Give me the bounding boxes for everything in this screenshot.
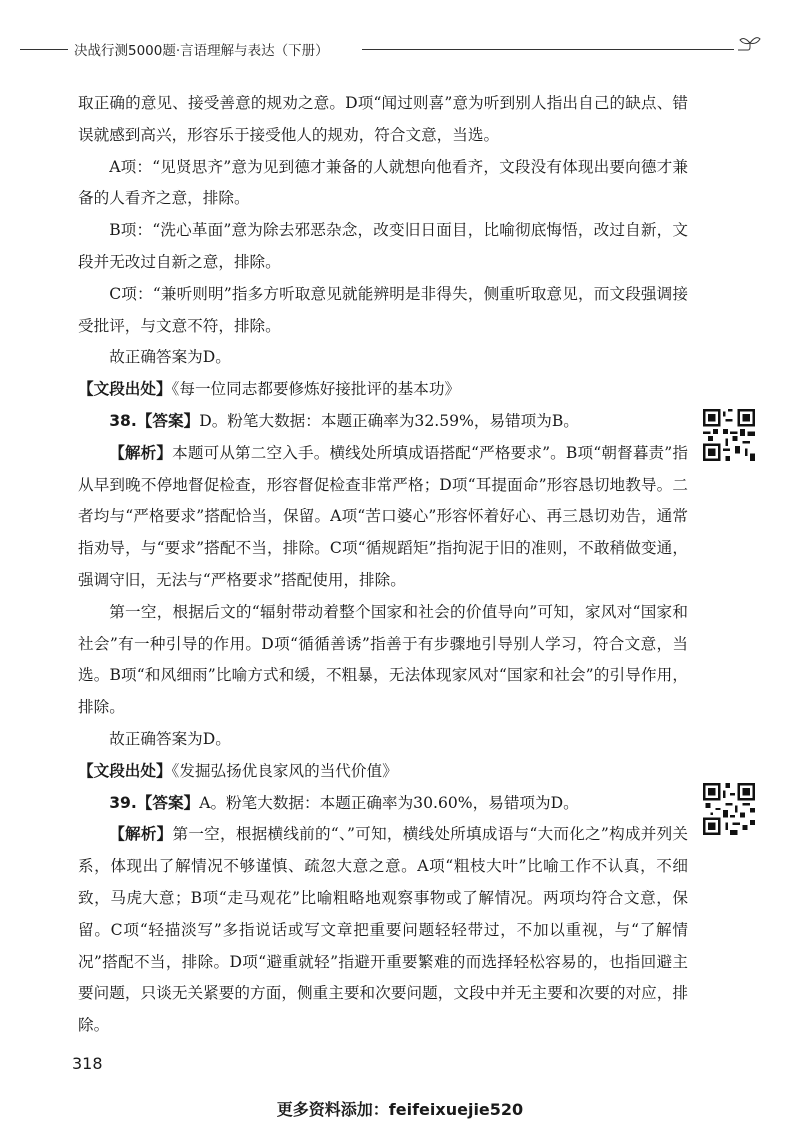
- paragraph: [78, 756, 688, 788]
- paragraph: [78, 724, 688, 756]
- section-label: 【解析】: [109, 825, 173, 844]
- paragraph-text: A。粉笔大数据：本题正确率为30.60%，易错项为D。: [199, 793, 579, 812]
- footer-note: 更多资料添加：feifeixuejie520: [276, 1100, 524, 1119]
- paragraph-text: 第一空，根据横线前的“、”可知，横线处所填成语与“大而化之”构成并列关系，体现出了解情况不够谨慎、疏忽大意之意。A项“粗枝大叶”比喻工作不认真，不细致，马虎大意；B项“走马观花”比喻粗略地观察事物或了解情况。两项均符合文意，保留。C项“轻描淡写”多指说话或写文章把重要问题轻轻带过，不加以重视，与“了解情况”搭配不当，排除。D项“避重就轻”指避开重要繁难的而选择轻松容易的，也指回避主要问题，只谈无关紧要的方面，侧重主要和次要问题，文段中并无主要和次要的对应，排除。: [78, 825, 688, 1035]
- paragraph: [78, 215, 688, 279]
- paragraph-text: 《发掘弘扬优良家风的当代价值》: [171, 761, 398, 780]
- paragraph: [78, 788, 688, 820]
- header-rule-right: [362, 49, 734, 50]
- paragraph: [78, 152, 688, 216]
- qr-code-icon[interactable]: [703, 409, 755, 461]
- paragraph: [78, 406, 688, 438]
- paragraph: [78, 88, 688, 152]
- paragraph-text: 《每一位同志都要修炼好接批评的基本功》: [171, 380, 461, 399]
- paragraph-text: 第一空，根据后文的“辐射带动着整个国家和社会的价值导向”可知，家风对“国家和社会”有一种引导的作用。D项“循循善诱”指善于有步骤地引导别人学习，符合文意，当选。B项“和风细雨”比喻方式和缓，不粗暴，无法体现家风对“国家和社会”的引导作用，排除。: [78, 602, 688, 717]
- page-number: 318: [72, 1054, 103, 1073]
- paragraph: [78, 438, 688, 597]
- paragraph: [78, 342, 688, 374]
- paragraph-text: C项：“兼听则明”指多方听取意见就能辨明是非得失，侧重听取意见，而文段强调接受批评，与文意不符，排除。: [78, 284, 688, 335]
- book-title: 决战行测5000题·言语理解与表达（下册）: [74, 43, 329, 59]
- header-rule-left: [20, 49, 68, 50]
- qr-code-icon[interactable]: [703, 783, 755, 835]
- section-label: 39.【答案】: [109, 793, 200, 812]
- section-label: 【解析】: [109, 443, 173, 462]
- paragraph-text: B项：“洗心革面”意为除去邪恶杂念，改变旧日面目，比喻彻底悔悟，改过自新，文段并无改过自新之意，排除。: [78, 221, 688, 271]
- paragraph-text: 取正确的意见、接受善意的规劝之意。D项“闻过则喜”意为听到别人指出自己的缺点、错误就感到高兴，形容乐于接受他人的规劝，符合文意，当选。: [78, 94, 688, 144]
- paragraph: [78, 819, 688, 1042]
- section-label: 【文段出处】: [78, 380, 172, 399]
- sprout-icon: [736, 34, 762, 60]
- paragraph: [78, 279, 688, 343]
- running-header: [0, 36, 800, 60]
- paragraph-text: 故正确答案为D。: [109, 729, 231, 748]
- section-label: 38.【答案】: [109, 411, 200, 430]
- section-label: 【文段出处】: [78, 761, 172, 780]
- paragraph: [78, 597, 688, 724]
- paragraph-text: D。粉笔大数据：本题正确率为32.59%，易错项为B。: [199, 411, 579, 430]
- paragraph-text: 本题可从第二空入手。横线处所填成语搭配“严格要求”。B项“朝督暮责”指从早到晚不停地督促检查，形容督促检查非常严格；D项“耳提面命”形容恳切地教导。二者均与“严格要求”搭配恰当，保留。A项“苦口婆心”形容怀着好心、再三恳切劝告，通常指劝导，与“要求”搭配不当，排除。C项“循规蹈矩”指拘泥于旧的准则，不敢稍做变通，强调守旧，无法与“严格要求”搭配使用，排除。: [78, 443, 688, 589]
- paragraph-text: 故正确答案为D。: [109, 348, 231, 367]
- paragraph: [78, 374, 688, 406]
- paragraph-text: A项：“见贤思齐”意为见到德才兼备的人就想向他看齐，文段没有体现出要向德才兼备的人看齐之意，排除。: [78, 157, 688, 208]
- answer-text: [78, 88, 688, 1042]
